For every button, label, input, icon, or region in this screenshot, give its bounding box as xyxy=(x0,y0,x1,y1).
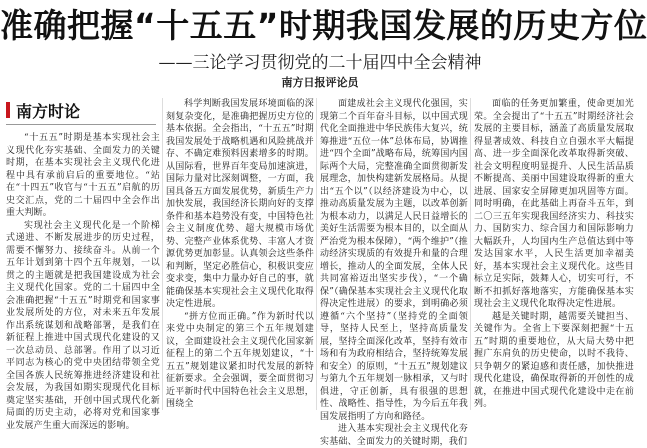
column-tag-bar xyxy=(6,102,10,118)
headline: 准确把握“十五五”时期我国发展的历史方位 xyxy=(0,6,647,45)
article-column-4 xyxy=(474,98,634,410)
byline: 南方日报评论员 xyxy=(281,76,359,89)
paragraph: “拼方位而正确。”作为新时代以来党中央制定的第三个五年规划建议，全面建设社会主义现代化国家新征程上的第二个五年规划建议，“十五五”规划建议紧扣时代发展的新特征新要求。全会强调，要全面贯彻习近平新时代中国特色社会主义思想，围绕全 xyxy=(166,311,314,409)
paragraph: 进入基本实现社会主义现代化夯实基础、全面发力的关键时期，我们 xyxy=(320,424,468,447)
subheadline: ——三论学习贯彻党的二十届四中全会精神 xyxy=(158,53,482,73)
article-column-2 xyxy=(166,98,314,410)
column-divider xyxy=(470,98,471,410)
column-divider xyxy=(316,98,317,410)
paragraph: 面临的任务更加繁重，使命更加光荣。全会提出了“十五五”时期经济社会发展的主要目标，涵盖了高质量发展取得显著成效、科技自立自强水平大幅提高、进一步全面深化改革取得新突破、社会文明程度明显提升、人民生活品质不断提高、美丽中国建设取得新的重大进展、国家安全屏障更加巩固等方面。同时明确，在此基础上再奋斗五年，到二〇三五年实现我国经济实力、科技实力、国防实力、综合国力和国际影响力大幅跃升，人均国内生产总值达到中等发达国家水平，人民生活更加幸福美好，基本实现社会主义现代化。这些目标立足实际，鼓舞人心，切实可行，不断不扣抓好落地落实，方能确保基本实现社会主义现代化取得决定性进展。 xyxy=(474,99,634,309)
column-logo: 南方时论 xyxy=(16,101,81,121)
article-column-1 xyxy=(6,132,160,431)
paragraph: 面建成社会主义现代化强国，实现第二个百年奋斗目标，以中国式现代化全面推进中华民族伟大复兴，统筹推进“五位一体”总体布局，协调推进“四个全面”战略布局，统筹国内国际两个大局，完整准确全面贯彻新发展理念，加快构建新发展格局。从提出“五个以”（以经济建设为中心，以推动高质量发展为主题，以改革创新为根本动力，以满足人民日益增长的美好生活需要为根本目的，以全面从严治党为根本保障），“两个维护”（推动经济实现质的有效提升和量的合理增长，推动人的全面发展，全体人民共同富裕迈出坚实步伐），“一个确保”（确保基本实现社会主义现代化取得决定性进展）的要求，到明确必须遵循“六个坚持”（坚持党的全面领导，坚持人民至上，坚持高质量发展，坚持全面深化改革，坚持有效市场和有为政府相结合，坚持统筹发展和安全）的原则，“十五五”规划建议与第九个五年规划一脉相承，又与时俱进，守正创新，具有很强的思想性、战略性、指导性，为今后五年我国发展指明了方向和路径。 xyxy=(320,99,468,422)
article-column-3 xyxy=(320,98,468,447)
column-tag xyxy=(6,99,156,121)
paragraph: “十五五”时期是基本实现社会主义现代化夯实基础、全面发力的关键时期，在基本实现社会主义现代化进程中具有承前启后的重要地位。“站在“十四五”收官与“十五五”启航的历史交汇点，党的二十届四中全会作出重大判断。 xyxy=(6,133,160,218)
column-divider xyxy=(162,98,163,410)
paragraph: 实现社会主义现代化是一个阶梯式递进、不断发展进步的历史过程，需要不懈努力、接续奋斗。从前一个五年计划到第十四个五年规划，一以贯之的主题就是把我国建设成为社会主义现代化国家。党的二十届四中全会准确把握“十五五”时期党和国家事业发展所处的方位，对未来五年发展作出系统谋划和战略部署，是我们在新征程上推进中国式现代化建设的又一次总动员、总部署。作用了以习近平同志为核心的党中央团结带领全党全国各族人民统筹推进经济建设和社会发展，为我国如期实现现代化目标奠定坚实基础，开创中国式现代化新局面的历史主动，必将对党和国家事业发展产生重大而深远的影响。 xyxy=(6,220,160,431)
paragraph: 科学判断我国发展环境面临的深刻复杂变化，是准确把握历史方位的基本依据。全会指出，“十五五”时期我国发展处于战略机遇和风险挑战并存、不确定难预料因素增多的时期。从国际看，世界百年变局加速演进，国际力量对比深刻调整，一方面，我国具备五方面发展优势，新质生产力加快发展，我国经济长期向好的支撑条件和基本趋势没有变，中国特色社会主义制度优势、超大规模市场优势、完整产业体系优势、丰富人才资源优势更加彰显。认真领会这些条件和判断，坚定必胜信心，积极识变应变求变，集中力量办好自己的事，就能确保基本实现社会主义现代化取得决定性进展。 xyxy=(166,99,314,309)
column-tag-rule xyxy=(6,124,156,125)
paragraph: 越是关键时期，越需要关键担当、关键作为。全省上下要深刻把握“十五五”时期的重要地位，从大局大势中把握广东肩负的历史使命，以时不我待、只争朝夕的紧迫感和责任感，加快推进现代化建设，确保取得新的开创性的成就，在推进中国式现代化建设中走在前列。 xyxy=(474,311,634,409)
